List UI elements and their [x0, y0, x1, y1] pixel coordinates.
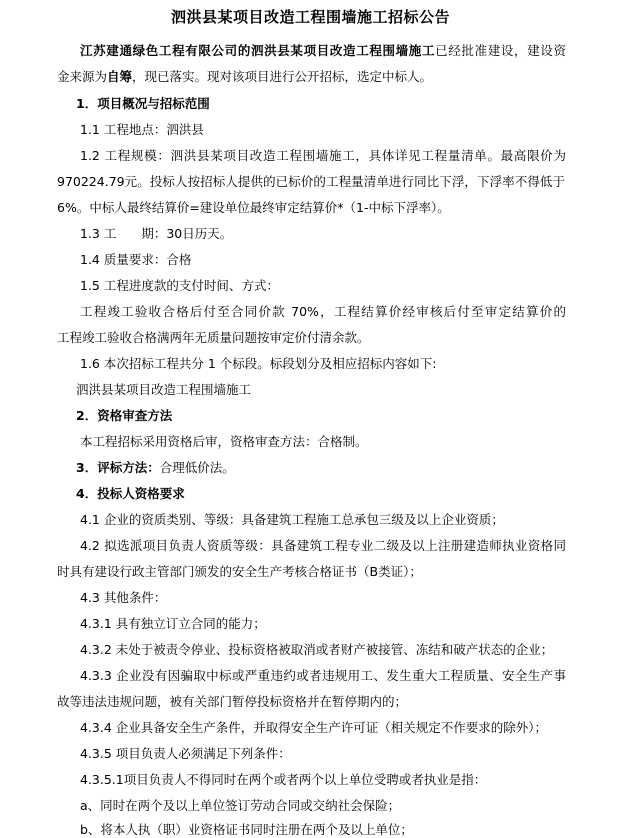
item-4-3-3-line-2: 故等违法违规问题，被有关部门暂停投标资格并在暂停期内的；	[57, 694, 408, 709]
item-1-3: 1.3 工 期：30日历天。	[80, 226, 233, 241]
item-1-6-lot: 泗洪县某项目改造工程围墙施工	[76, 382, 252, 397]
section-2-heading: 2．资格审查方法	[76, 408, 173, 423]
item-4-3-1: 4.3.1 具有独立订立合同的能力；	[80, 616, 266, 631]
intro-rest: 已经批准建设，建设资	[435, 43, 566, 58]
item-4-3-3-line-1: 4.3.3 企业没有因骗取中标或严重违约或者违规用工、发生重大工程质量、安全生产事	[80, 668, 566, 683]
section-3-value: 合理低价法。	[159, 460, 235, 475]
item-4-3-4: 4.3.4 企业具备安全生产条件，并取得安全生产许可证（相关规定不作要求的除外）；	[80, 720, 548, 735]
document-title: 泗洪县某项目改造工程围墙施工招标公告	[170, 8, 450, 26]
intro-funding-label: 金来源为	[57, 69, 108, 84]
item-1-2-line-3: 6%。中标人最终结算价=建设单位最终审定结算价*（1-中标下浮率）。	[57, 200, 450, 215]
section-3-line	[76, 460, 235, 476]
item-4-3-5: 4.3.5 项目负责人必须满足下列条件：	[80, 746, 291, 761]
item-1-5-line-2: 工程竣工验收合格满两年无质量问题按审定价付清余款。	[57, 330, 370, 345]
item-2-text: 本工程招标采用资格后审，资格审查方法：合格制。	[80, 434, 368, 449]
intro-company: 江苏建通绿色工程有限公司的泗洪县某项目改造工程围墙施工	[80, 43, 436, 58]
intro-line-2	[57, 69, 432, 85]
item-1-2-line-1: 1.2 工程规模：泗洪县某项目改造工程围墙施工，具体详见工程量清单。最高限价为	[80, 148, 566, 163]
section-3-heading: 3．评标方法：	[76, 460, 160, 475]
intro-funding-rest: ，现已落实。现对该项目进行公开招标，选定中标人。	[132, 69, 433, 84]
item-1-1: 1.1 工程地点：泗洪县	[80, 122, 204, 137]
item-1-6: 1.6 本次招标工程共分 1 个标段。标段划分及相应招标内容如下:	[80, 356, 437, 371]
intro-line-1	[80, 43, 566, 59]
item-4-2-line-2: 时具有建设行政主管部门颁发的安全生产考核合格证书（B类证）；	[57, 564, 422, 579]
item-1-5: 1.5 工程进度款的支付时间、方式：	[80, 278, 279, 293]
item-1-5-line-1: 工程竣工验收合格后付至合同价款 70%，工程结算价经审核后付至审定结算价的	[80, 304, 566, 319]
item-4-3: 4.3 其他条件：	[80, 590, 167, 605]
intro-funding-source: 自筹	[107, 69, 133, 84]
item-1-2-line-2: 970224.79元。投标人按招标人提供的已标价的工程量清单进行同比下浮，下浮率不得低于	[57, 174, 565, 189]
item-4-3-2: 4.3.2 未处于被责令停业、投标资格被取消或者财产被接管、冻结和破产状态的企业；	[80, 642, 554, 657]
item-4-b: b、将本人执（职）业资格证书同时注册在两个及以上单位；	[80, 822, 413, 837]
item-1-4: 1.4 质量要求：合格	[80, 252, 192, 267]
section-4-heading: 4．投标人资格要求	[76, 486, 185, 501]
item-4-a: a、同时在两个及以上单位签订劳动合同或交纳社会保险；	[80, 798, 401, 813]
item-4-1: 4.1 企业的资质类别、等级：具备建筑工程施工总承包三级及以上企业资质；	[80, 512, 504, 527]
item-4-2-line-1: 4.2 拟选派项目负责人资质等级：具备建筑工程专业二级及以上注册建造师执业资格同	[80, 538, 566, 553]
section-1-heading: 1．项目概况与招标范围	[76, 96, 210, 111]
item-4-3-5-1: 4.3.5.1项目负责人不得同时在两个或者两个以上单位受聘或者执业是指：	[80, 772, 487, 787]
